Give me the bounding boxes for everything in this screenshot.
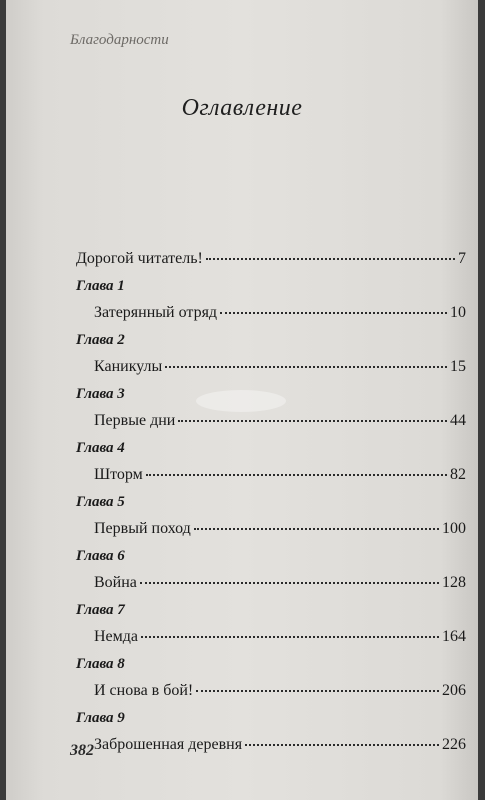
toc-entry-title: Первый поход bbox=[94, 520, 191, 537]
toc-entry-title: И снова в бой! bbox=[94, 682, 194, 699]
dot-leader bbox=[141, 636, 439, 638]
toc-entry-title: Заброшенная деревня bbox=[94, 736, 243, 753]
chapter-label-text: Глава 8 bbox=[76, 656, 125, 672]
toc-page-number: 44 bbox=[450, 412, 466, 429]
toc-entry-title: Дорогой читатель! bbox=[76, 250, 203, 267]
toc-chapter-label bbox=[76, 602, 466, 628]
toc-page-number: 100 bbox=[442, 520, 466, 537]
dot-leader bbox=[245, 744, 439, 746]
toc-page-number: 226 bbox=[442, 736, 466, 753]
toc-page-number: 10 bbox=[450, 304, 466, 321]
toc-page-number: 164 bbox=[442, 628, 466, 645]
dot-leader bbox=[140, 582, 439, 584]
chapter-label-text: Глава 6 bbox=[76, 548, 125, 564]
chapter-label-text: Глава 1 bbox=[76, 278, 125, 294]
dot-leader bbox=[146, 474, 447, 476]
toc-entry bbox=[76, 250, 466, 278]
toc-chapter-label bbox=[76, 332, 466, 358]
toc-page-number: 7 bbox=[458, 250, 466, 267]
dot-leader bbox=[178, 420, 447, 422]
toc-chapter-label bbox=[76, 548, 466, 574]
chapter-label-text: Глава 2 bbox=[76, 332, 125, 348]
toc-chapter-label bbox=[76, 710, 466, 736]
toc-entry bbox=[76, 358, 466, 386]
toc-page-number: 15 bbox=[450, 358, 466, 375]
book-page bbox=[6, 0, 478, 800]
toc-entry bbox=[76, 682, 466, 710]
page-number: 382 bbox=[70, 742, 94, 759]
toc-page-number: 206 bbox=[442, 682, 466, 699]
toc-page-number: 82 bbox=[450, 466, 466, 483]
chapter-label-text: Глава 3 bbox=[76, 386, 125, 402]
toc-entry-title: Немда bbox=[94, 628, 139, 645]
dot-leader bbox=[194, 528, 439, 530]
toc-entry-title: Затерянный отряд bbox=[94, 304, 218, 321]
toc-entry bbox=[76, 736, 466, 764]
toc-chapter-label bbox=[76, 386, 466, 412]
dot-leader bbox=[165, 366, 447, 368]
toc-entry-title: Каникулы bbox=[94, 358, 163, 375]
toc-entry-title: Шторм bbox=[94, 466, 143, 483]
toc-entry bbox=[76, 412, 466, 440]
dot-leader bbox=[206, 258, 455, 260]
toc-entry bbox=[76, 304, 466, 332]
toc-chapter-label bbox=[76, 494, 466, 520]
toc-chapter-label bbox=[76, 278, 466, 304]
chapter-label-text: Глава 4 bbox=[76, 440, 125, 456]
dot-leader bbox=[220, 312, 447, 314]
table-of-contents bbox=[76, 250, 466, 764]
toc-entry bbox=[76, 466, 466, 494]
toc-entry bbox=[76, 574, 466, 602]
running-head: Благодарности bbox=[70, 32, 169, 48]
dot-leader bbox=[196, 690, 439, 692]
toc-chapter-label bbox=[76, 656, 466, 682]
toc-entry bbox=[76, 520, 466, 548]
chapter-label-text: Глава 9 bbox=[76, 710, 125, 726]
toc-title: Оглавление bbox=[181, 95, 303, 121]
toc-entry bbox=[76, 628, 466, 656]
toc-chapter-label bbox=[76, 440, 466, 466]
toc-page-number: 128 bbox=[442, 574, 466, 591]
chapter-label-text: Глава 7 bbox=[76, 602, 125, 618]
toc-entry-title: Война bbox=[94, 574, 137, 591]
toc-entry-title: Первые дни bbox=[94, 412, 176, 429]
chapter-label-text: Глава 5 bbox=[76, 494, 125, 510]
